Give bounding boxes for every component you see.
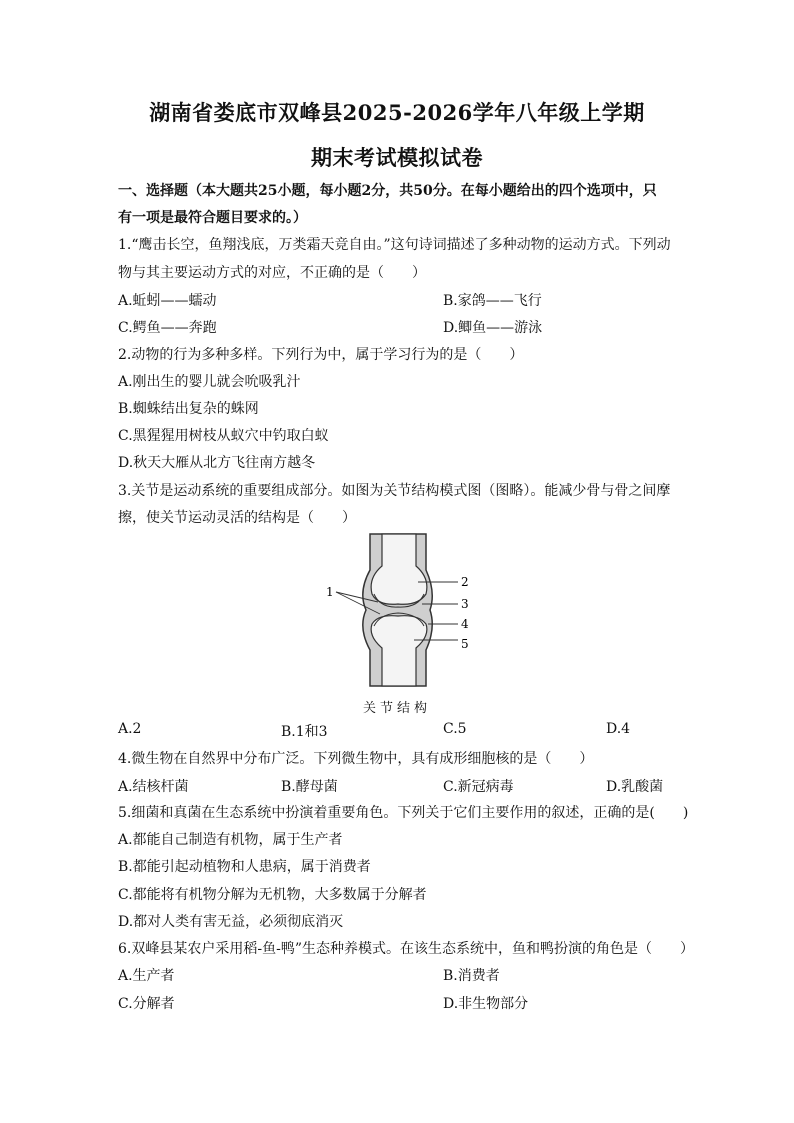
question-2-stem: 2.动物的行为多种多样。下列行为中，属于学习行为的是（ ） [118,347,524,363]
q2-option-a: A.刚出生的婴儿就会吮吸乳汁 [118,374,301,390]
q3-option-a: A.2 [118,721,142,737]
q3-option-c: C.5 [443,721,467,737]
q6-option-a: A.生产者 [118,968,175,984]
q5-option-c: C.都能将有机物分解为无机物，大多数属于分解者 [118,887,427,903]
question-1-stem-line2: 物与其主要运动方式的对应，不正确的是（ ） [118,265,426,281]
question-4-stem: 4.微生物在自然界中分布广泛。下列微生物中，具有成形细胞核的是（ ） [118,751,594,767]
exam-title-line1: 湖南省娄底市双峰县2025-2026学年八年级上学期 [149,100,645,125]
figure-caption: 关节结构 [362,701,431,716]
q2-option-c: C.黑猩猩用树枝从蚁穴中钓取白蚁 [118,428,329,444]
q1-option-a: A.蚯蚓——蠕动 [118,293,217,309]
q5-option-b: B.都能引起动植物和人患病，属于消费者 [118,859,371,875]
question-6-stem: 6.双峰县某农户采用稻-鱼-鸭”生态种养模式。在该生态系统中，鱼和鸭扮演的角色是（ ） [118,941,694,957]
figure-label-2: 2 [461,575,469,589]
figure-label-1: 1 [326,585,334,599]
figure-label-5: 5 [461,637,469,651]
q2-option-b: B.蜘蛛结出复杂的蛛网 [118,401,259,417]
q1-option-d: D.鲫鱼——游泳 [443,320,543,336]
q4-option-d: D.乳酸菌 [606,779,664,795]
q2-option-d: D.秋天大雁从北方飞往南方越冬 [118,455,316,471]
joint-structure-figure [318,530,478,690]
question-3-stem-line1: 3.关节是运动系统的重要组成部分。如图为关节结构模式图（图略）。能减少骨与骨之间摩 [118,483,671,499]
q3-option-b: B.1和3 [281,724,328,740]
section-heading-line2: 有一项是最符合题目要求的。） [118,210,307,226]
q1-option-c: C.鳄鱼——奔跑 [118,320,217,336]
q4-option-b: B.酵母菌 [281,779,338,795]
q5-option-d: D.都对人类有害无益，必须彻底消灭 [118,914,344,930]
question-3-stem-line2: 擦，使关节运动灵活的结构是（ ） [118,510,356,526]
figure-label-3: 3 [461,597,469,611]
question-1-stem-line1: 1.“鹰击长空，鱼翔浅底，万类霜天竞自由。”这句诗词描述了多种动物的运动方式。下列动 [118,237,671,253]
q4-option-a: A.结核杆菌 [118,779,189,795]
q1-option-b: B.家鸽——飞行 [443,293,542,309]
q5-option-a: A.都能自己制造有机物，属于生产者 [118,832,343,848]
figure-label-4: 4 [461,617,469,631]
exam-title-line2: 期末考试模拟试卷 [311,145,483,170]
question-5-stem: 5.细菌和真菌在生态系统中扮演着重要角色。下列关于它们主要作用的叙述，正确的是( ) [118,805,689,821]
q4-option-c: C.新冠病毒 [443,779,514,795]
q6-option-b: B.消费者 [443,968,500,984]
q6-option-d: D.非生物部分 [443,996,529,1012]
q3-option-d: D.4 [606,721,631,737]
section-heading-line1: 一、选择题（本大题共25小题，每小题2分，共50分。在每小题给出的四个选项中，只 [118,183,657,199]
q6-option-c: C.分解者 [118,996,175,1012]
